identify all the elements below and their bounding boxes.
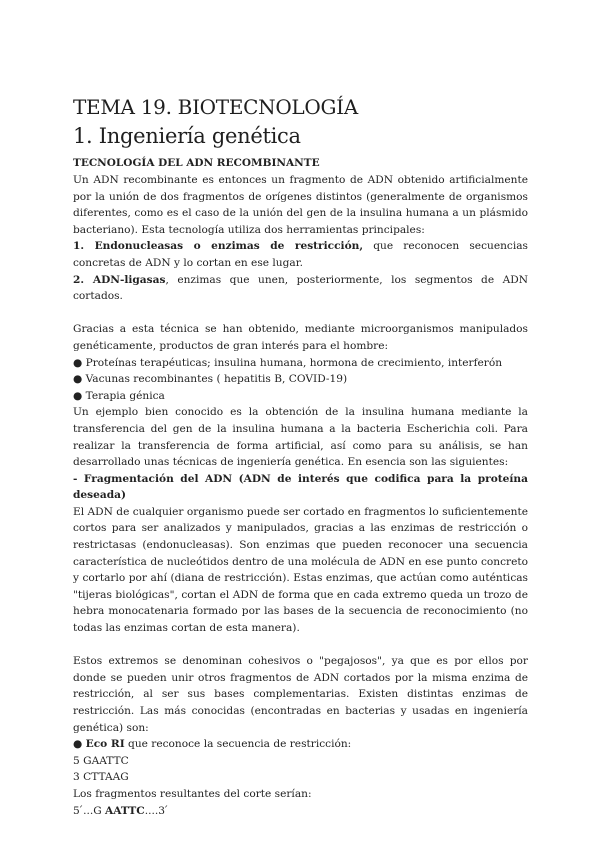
ecori-item xyxy=(73,736,528,753)
tool-item-2-text: , enzimas que unen, posteriormente, los segmentos de ADN cortados. xyxy=(73,273,528,303)
intro-paragraph: Un ADN recombinante es entonces un fragmento de ADN obtenido artificialmente por la unión de dos fragmentos de orígenes distintos (generalmente de organismos diferentes, como es el caso de la unión del gen de la insulina humana a un plásmido bacteriano). Esta tecnología utiliza dos herramientas principales: xyxy=(73,174,528,236)
tool-item-2 xyxy=(73,272,528,305)
section-heading: 1. Ingeniería genética xyxy=(73,124,301,148)
tool-item-1-text: que reconocen secuencias concretas de ADN y lo cortan en ese lugar. xyxy=(73,240,528,269)
tool-item-2-bold: 2. ADN-ligasas xyxy=(73,273,166,286)
subsection-title: TECNOLOGÍA DEL ADN RECOMBINANTE xyxy=(73,157,320,169)
example-paragraph: Un ejemplo bien conocido es la obtención de la insulina humana mediante la transferencia del gen de la insulina humana a la bacteria Escherichia coli. Para realizar la transferencia de forma artificial, así como para su análisis, se han desarrollado unas técnicas de ingeniería genética. En esencia son las siguientes: xyxy=(73,406,528,469)
tool-item-1-bold: 1. Endonucleasas o enzimas de restricción, xyxy=(73,240,364,253)
fragment-line xyxy=(73,803,528,820)
ecori-name: Eco RI xyxy=(85,738,125,751)
fragment-start: 5 ́...G xyxy=(73,804,106,817)
sequence-line-3: 3 CTTAAG xyxy=(73,771,129,784)
tool-item-1 xyxy=(73,238,528,271)
fragment-bold: AATTC xyxy=(105,804,145,817)
fragment-end: ....3 ́ xyxy=(144,804,169,817)
bullet-item: ● Vacunas recombinantes ( hepatitis B, COVID-19) xyxy=(73,373,348,386)
ecori-text: que reconoce la secuencia de restricción: xyxy=(124,738,352,751)
page-title: TEMA 19. BIOTECNOLOGÍA xyxy=(73,95,358,119)
bullet-glyph: ● xyxy=(73,738,86,751)
bullet-item: ● Terapia génica xyxy=(73,389,165,402)
document-body xyxy=(73,93,528,819)
fragments-label: Los fragmentos resultantes del corte serían: xyxy=(73,787,312,800)
paragraph-gap xyxy=(73,305,528,322)
fragmentation-heading-text: - Fragmentación del ADN (ADN de interés que codifica para la proteína deseada) xyxy=(73,472,528,502)
sequence-line-5: 5 GAATTC xyxy=(73,754,129,767)
fragmentation-heading xyxy=(73,471,528,504)
bullet-item: ● Proteínas terapéuticas; insulina humana, hormona de crecimiento, interferón xyxy=(73,356,503,369)
products-intro: Gracias a esta técnica se han obtenido, mediante microorganismos manipulados genéticamente, productos de gran interés para el hombre: xyxy=(73,323,528,352)
fragmentation-paragraph: El ADN de cualquier organismo puede ser cortado en fragmentos lo suficientemente cortos para ser analizados y manipulados, gracias a las enzimas de restricción o restrictasas (endonucleasas). Son enzimas que pueden reconocer una secuencia característica de nucleótidos dentro de una molécula de ADN en ese punto concreto y cortarlo por ahí (diana de restricción). Estas enzimas, que actúan como auténticas "tijeras biológicas", cortan el ADN de forma que en cada extremo queda un trozo de hebra monocatenaria formado por las bases de la secuencia de reconocimiento (no todas las enzimas cortan de esta manera). xyxy=(73,505,528,635)
paragraph-gap xyxy=(73,637,528,654)
cohesive-paragraph: Estos extremos se denominan cohesivos o "pegajosos", ya que es por ellos por donde se pueden unir otros fragmentos de ADN cortados por la misma enzima de restricción, al ser sus bases complementarias. Existen distintas enzimas de restricción. Las más conocidas (encontradas en bacterias y usadas en ingeniería genética) son: xyxy=(73,655,528,734)
